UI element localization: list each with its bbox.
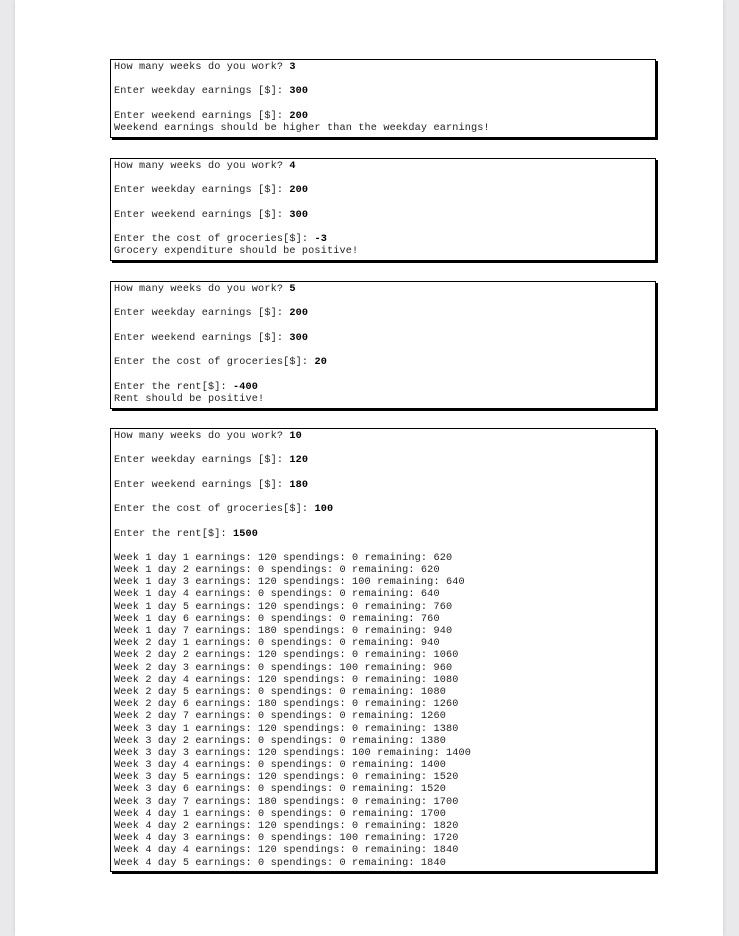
output-line: Week 3 day 1 earnings: 120 spendings: 0 remaining: 1380 (114, 723, 459, 735)
prompt-label: Enter the cost of groceries[$]: (114, 357, 315, 369)
prompt-value: 3 (289, 62, 296, 73)
prompt-line (114, 504, 655, 516)
output-line: Weekend earnings should be higher than the weekday earnings! (114, 122, 490, 134)
output-line: Week 1 day 5 earnings: 120 spendings: 0 remaining: 760 (114, 601, 453, 613)
prompt-label: Enter the cost of groceries[$]: (114, 504, 315, 516)
output-line: Week 1 day 2 earnings: 0 spendings: 0 remaining: 620 (114, 565, 440, 577)
console-session-2 (110, 158, 656, 261)
prompt-label: Enter weekday earnings [$]: (114, 308, 290, 320)
prompt-label: Enter the rent[$]: (114, 381, 234, 393)
output-line: Week 1 day 3 earnings: 120 spendings: 100 remaining: 640 (114, 577, 465, 589)
console-session-1 (110, 59, 656, 138)
output-line: Week 4 day 5 earnings: 0 spendings: 0 remaining: 1840 (114, 857, 446, 869)
prompt-value: 5 (289, 284, 296, 295)
output-line: Week 2 day 5 earnings: 0 spendings: 0 remaining: 1080 (114, 686, 446, 698)
prompt-label: Enter weekend earnings [$]: (114, 209, 290, 221)
console-session-3 (110, 281, 656, 409)
output-line: Week 2 day 6 earnings: 180 spendings: 0 remaining: 1260 (114, 699, 459, 711)
prompt-line (114, 185, 655, 197)
output-line: Week 4 day 4 earnings: 120 spendings: 0 remaining: 1840 (114, 845, 459, 857)
output-line: Week 4 day 2 earnings: 120 spendings: 0 remaining: 1820 (114, 821, 459, 832)
prompt-value: 100 (314, 504, 334, 516)
prompt-line (114, 308, 655, 320)
output-line: Week 2 day 1 earnings: 0 spendings: 0 remaining: 940 (114, 638, 440, 650)
prompt-line (114, 234, 655, 246)
prompt-value: 300 (289, 332, 309, 344)
prompt-line (114, 382, 655, 394)
prompt-label: How many weeks do you work? (114, 284, 290, 295)
prompt-line (114, 480, 655, 492)
prompt-line (114, 284, 655, 296)
prompt-value: 20 (314, 357, 327, 369)
console-session-4 (110, 428, 656, 872)
prompt-label: How many weeks do you work? (114, 161, 290, 172)
output-line: Week 3 day 7 earnings: 180 spendings: 0 remaining: 1700 (114, 796, 459, 808)
output-line: Week 3 day 3 earnings: 120 spendings: 100 remaining: 1400 (114, 747, 472, 759)
prompt-value: 1500 (233, 528, 259, 540)
prompt-value: 300 (289, 86, 309, 98)
prompt-line (114, 431, 655, 443)
prompt-value: 4 (289, 161, 296, 172)
output-line: Week 3 day 5 earnings: 120 spendings: 0 remaining: 1520 (114, 772, 459, 784)
prompt-line (114, 210, 655, 222)
output-line: Grocery expenditure should be positive! (114, 246, 359, 258)
output-line: Week 1 day 7 earnings: 180 spendings: 0 remaining: 940 (114, 626, 453, 637)
output-line: Week 2 day 2 earnings: 120 spendings: 0 remaining: 1060 (114, 650, 459, 662)
output-line: Week 4 day 1 earnings: 0 spendings: 0 remaining: 1700 (114, 808, 446, 820)
prompt-label: How many weeks do you work? (114, 431, 290, 442)
prompt-value: 200 (289, 110, 309, 122)
prompt-label: Enter weekday earnings [$]: (114, 86, 290, 98)
prompt-line (114, 161, 655, 173)
prompt-label: How many weeks do you work? (114, 62, 290, 73)
prompt-value: 200 (289, 308, 309, 320)
output-line: Week 2 day 7 earnings: 0 spendings: 0 remaining: 1260 (114, 711, 446, 723)
output-line: Week 2 day 3 earnings: 0 spendings: 100 remaining: 960 (114, 662, 453, 674)
output-line: Week 1 day 6 earnings: 0 spendings: 0 remaining: 760 (114, 613, 440, 625)
output-line: Rent should be positive! (114, 393, 265, 405)
prompt-value: 180 (289, 479, 309, 491)
prompt-line (114, 529, 655, 541)
prompt-label: Enter weekend earnings [$]: (114, 332, 290, 344)
prompt-value: 120 (289, 455, 309, 467)
document-page (15, 0, 723, 936)
output-line: Week 2 day 4 earnings: 120 spendings: 0 remaining: 1080 (114, 674, 459, 686)
prompt-line (114, 455, 655, 467)
prompt-value: 300 (289, 209, 309, 221)
prompt-value: 200 (289, 185, 309, 197)
prompt-label: Enter weekend earnings [$]: (114, 110, 290, 122)
prompt-line (114, 111, 655, 123)
prompt-label: Enter the cost of groceries[$]: (114, 234, 315, 246)
output-line: Week 1 day 1 earnings: 120 spendings: 0 remaining: 620 (114, 552, 453, 564)
prompt-line (114, 333, 655, 345)
output-line: Week 3 day 6 earnings: 0 spendings: 0 remaining: 1520 (114, 784, 446, 796)
prompt-value: -3 (314, 234, 327, 246)
prompt-line (114, 62, 655, 74)
prompt-line (114, 86, 655, 98)
output-line: Week 1 day 4 earnings: 0 spendings: 0 remaining: 640 (114, 589, 440, 601)
prompt-line (114, 357, 655, 369)
prompt-value: -400 (233, 381, 259, 393)
output-line: Week 3 day 2 earnings: 0 spendings: 0 remaining: 1380 (114, 735, 446, 747)
prompt-label: Enter weekday earnings [$]: (114, 185, 290, 197)
prompt-value: 10 (289, 431, 302, 442)
prompt-label: Enter weekday earnings [$]: (114, 455, 290, 467)
prompt-label: Enter the rent[$]: (114, 528, 234, 540)
prompt-label: Enter weekend earnings [$]: (114, 479, 290, 491)
output-line: Week 3 day 4 earnings: 0 spendings: 0 remaining: 1400 (114, 760, 446, 772)
output-line: Week 4 day 3 earnings: 0 spendings: 100 remaining: 1720 (114, 833, 459, 845)
